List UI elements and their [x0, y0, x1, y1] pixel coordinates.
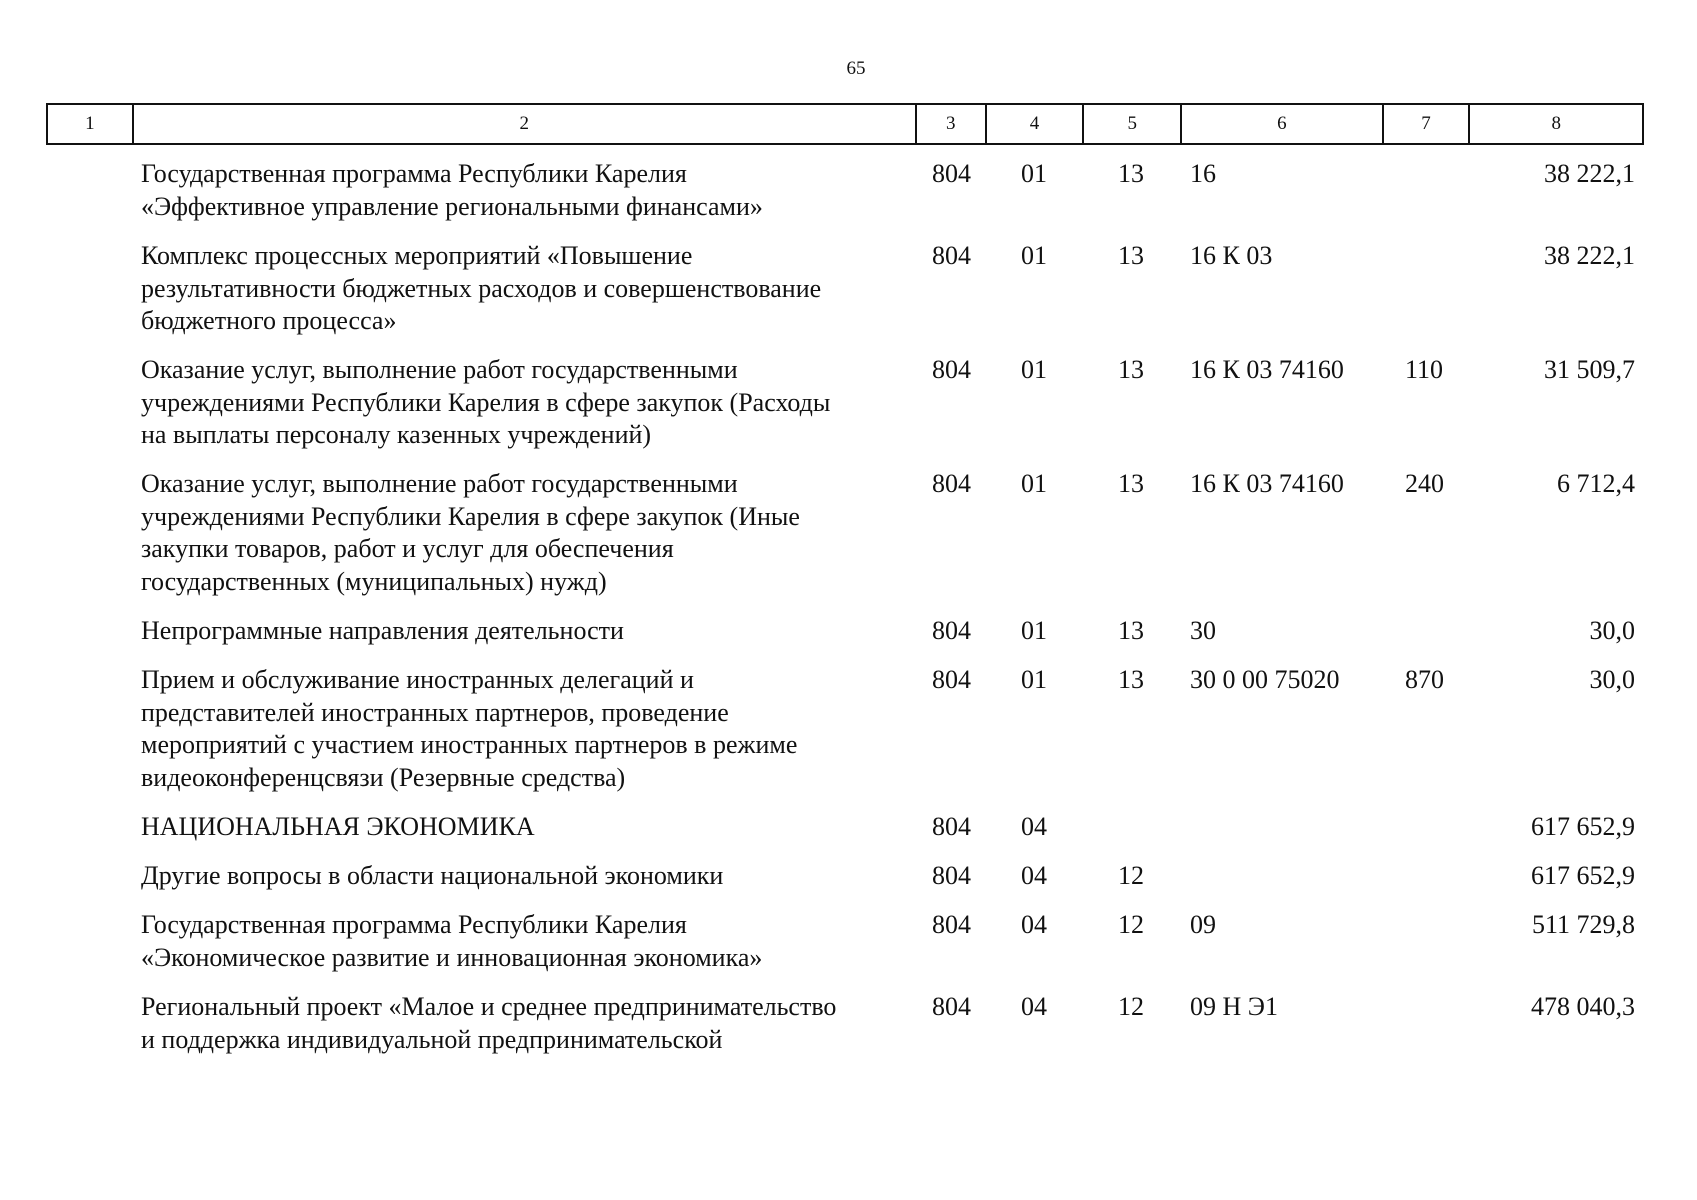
row-col-5: 12	[1118, 992, 1144, 1021]
row-col-5: 13	[1118, 159, 1144, 188]
row-name-line: на выплаты персоналу казенных учреждений)	[141, 420, 652, 450]
row-col-3: 804	[932, 355, 971, 384]
row-col-8: 6 712,4	[1557, 469, 1635, 498]
row-name-line: учреждениями Республики Карелия в сфере закупок (Расходы	[141, 387, 831, 417]
row-col-6: 30	[1190, 616, 1216, 645]
row-name-line: государственных (муниципальных) нужд)	[141, 566, 607, 596]
row-col-4: 01	[1021, 469, 1047, 498]
row-col-3: 804	[932, 861, 971, 890]
row-col-4: 04	[1021, 992, 1047, 1021]
row-col-4: 04	[1021, 812, 1047, 841]
row-name	[141, 240, 911, 338]
row-col-3: 804	[932, 665, 971, 694]
row-col-4: 01	[1021, 616, 1047, 645]
row-name	[141, 909, 911, 974]
row-name-line: результативности бюджетных расходов и совершенствование	[141, 273, 822, 303]
row-col-8: 478 040,3	[1531, 992, 1635, 1021]
row-col-8: 30,0	[1589, 665, 1635, 694]
row-col-6: 16 К 03 74160	[1190, 469, 1344, 498]
row-name	[141, 468, 911, 598]
row-name	[141, 991, 911, 1056]
row-name-line: представителей иностранных партнеров, проведение	[141, 697, 729, 727]
row-col-8: 31 509,7	[1544, 355, 1635, 384]
row-name-line: бюджетного процесса»	[141, 306, 397, 336]
header-col-3: 3	[917, 105, 987, 143]
row-col-4: 01	[1021, 159, 1047, 188]
row-name	[141, 811, 911, 844]
row-col-5: 12	[1118, 910, 1144, 939]
row-col-7: 110	[1405, 355, 1444, 384]
row-col-8: 617 652,9	[1531, 861, 1635, 890]
row-col-5: 12	[1118, 861, 1144, 890]
row-col-8: 30,0	[1589, 616, 1635, 645]
row-col-7: 240	[1405, 469, 1444, 498]
row-col-4: 01	[1021, 355, 1047, 384]
row-name-line: Региональный проект «Малое и среднее предпринимательство	[141, 992, 837, 1021]
header-col-8: 8	[1551, 113, 1561, 134]
row-col-8: 38 222,1	[1544, 241, 1635, 270]
row-col-5: 13	[1118, 665, 1144, 694]
row-col-6: 30 0 00 75020	[1190, 665, 1340, 694]
row-col-3: 804	[932, 812, 971, 841]
row-col-7: 870	[1405, 665, 1444, 694]
row-col-5: 13	[1118, 355, 1144, 384]
row-name-line: Непрограммные направления деятельности	[141, 616, 624, 645]
table-header-row	[46, 103, 1644, 145]
row-name-line: видеоконференцсвязи (Резервные средства)	[141, 762, 626, 792]
row-name	[141, 354, 911, 452]
row-col-6: 16	[1190, 159, 1216, 188]
row-name-line: НАЦИОНАЛЬНАЯ ЭКОНОМИКА	[141, 812, 535, 841]
row-col-6: 16 К 03	[1190, 241, 1273, 270]
row-name-line: и поддержка индивидуальной предпринимательской	[141, 1024, 723, 1054]
row-name-line: мероприятий с участием иностранных партнеров в режиме	[141, 730, 798, 760]
row-name-line: Комплекс процессных мероприятий «Повышение	[141, 241, 693, 270]
header-col-2: 2	[134, 105, 917, 143]
row-name-line: Оказание услуг, выполнение работ государственными	[141, 355, 738, 384]
row-name	[141, 860, 911, 893]
row-col-6: 09 Н Э1	[1190, 992, 1278, 1021]
row-col-8: 38 222,1	[1544, 159, 1635, 188]
row-name-line: учреждениями Республики Карелия в сфере закупок (Иные	[141, 501, 800, 531]
row-col-3: 804	[932, 159, 971, 188]
row-name-line: Государственная программа Республики Карелия	[141, 910, 687, 939]
row-col-3: 804	[932, 616, 971, 645]
row-col-3: 804	[932, 910, 971, 939]
row-col-3: 804	[932, 469, 971, 498]
row-col-5: 13	[1118, 616, 1144, 645]
row-name-line: «Экономическое развитие и инновационная экономика»	[141, 942, 763, 972]
row-name-line: Прием и обслуживание иностранных делегаций и	[141, 665, 694, 694]
row-name	[141, 158, 911, 223]
row-col-5: 13	[1118, 469, 1144, 498]
row-col-4: 01	[1021, 665, 1047, 694]
row-name-line: закупки товаров, работ и услуг для обеспечения	[141, 534, 674, 564]
row-name	[141, 615, 911, 648]
row-col-6: 16 К 03 74160	[1190, 355, 1344, 384]
row-name-line: Оказание услуг, выполнение работ государственными	[141, 469, 738, 498]
row-col-3: 804	[932, 241, 971, 270]
row-col-8: 617 652,9	[1531, 812, 1635, 841]
header-col-6: 6	[1182, 105, 1384, 143]
header-col-5: 5	[1084, 105, 1182, 143]
row-col-8: 511 729,8	[1531, 910, 1635, 939]
row-col-3: 804	[932, 992, 971, 1021]
header-col-7: 7	[1384, 105, 1471, 143]
row-col-5: 13	[1118, 241, 1144, 270]
header-col-1: 1	[48, 105, 134, 143]
row-col-4: 01	[1021, 241, 1047, 270]
row-col-4: 04	[1021, 861, 1047, 890]
header-col-4: 4	[987, 105, 1085, 143]
row-name-line: Государственная программа Республики Карелия	[141, 159, 687, 188]
page-number: 65	[846, 58, 866, 79]
row-name	[141, 664, 911, 794]
row-col-4: 04	[1021, 910, 1047, 939]
row-name-line: «Эффективное управление региональными финансами»	[141, 191, 763, 221]
row-col-6: 09	[1190, 910, 1216, 939]
row-name-line: Другие вопросы в области национальной экономики	[141, 861, 724, 890]
